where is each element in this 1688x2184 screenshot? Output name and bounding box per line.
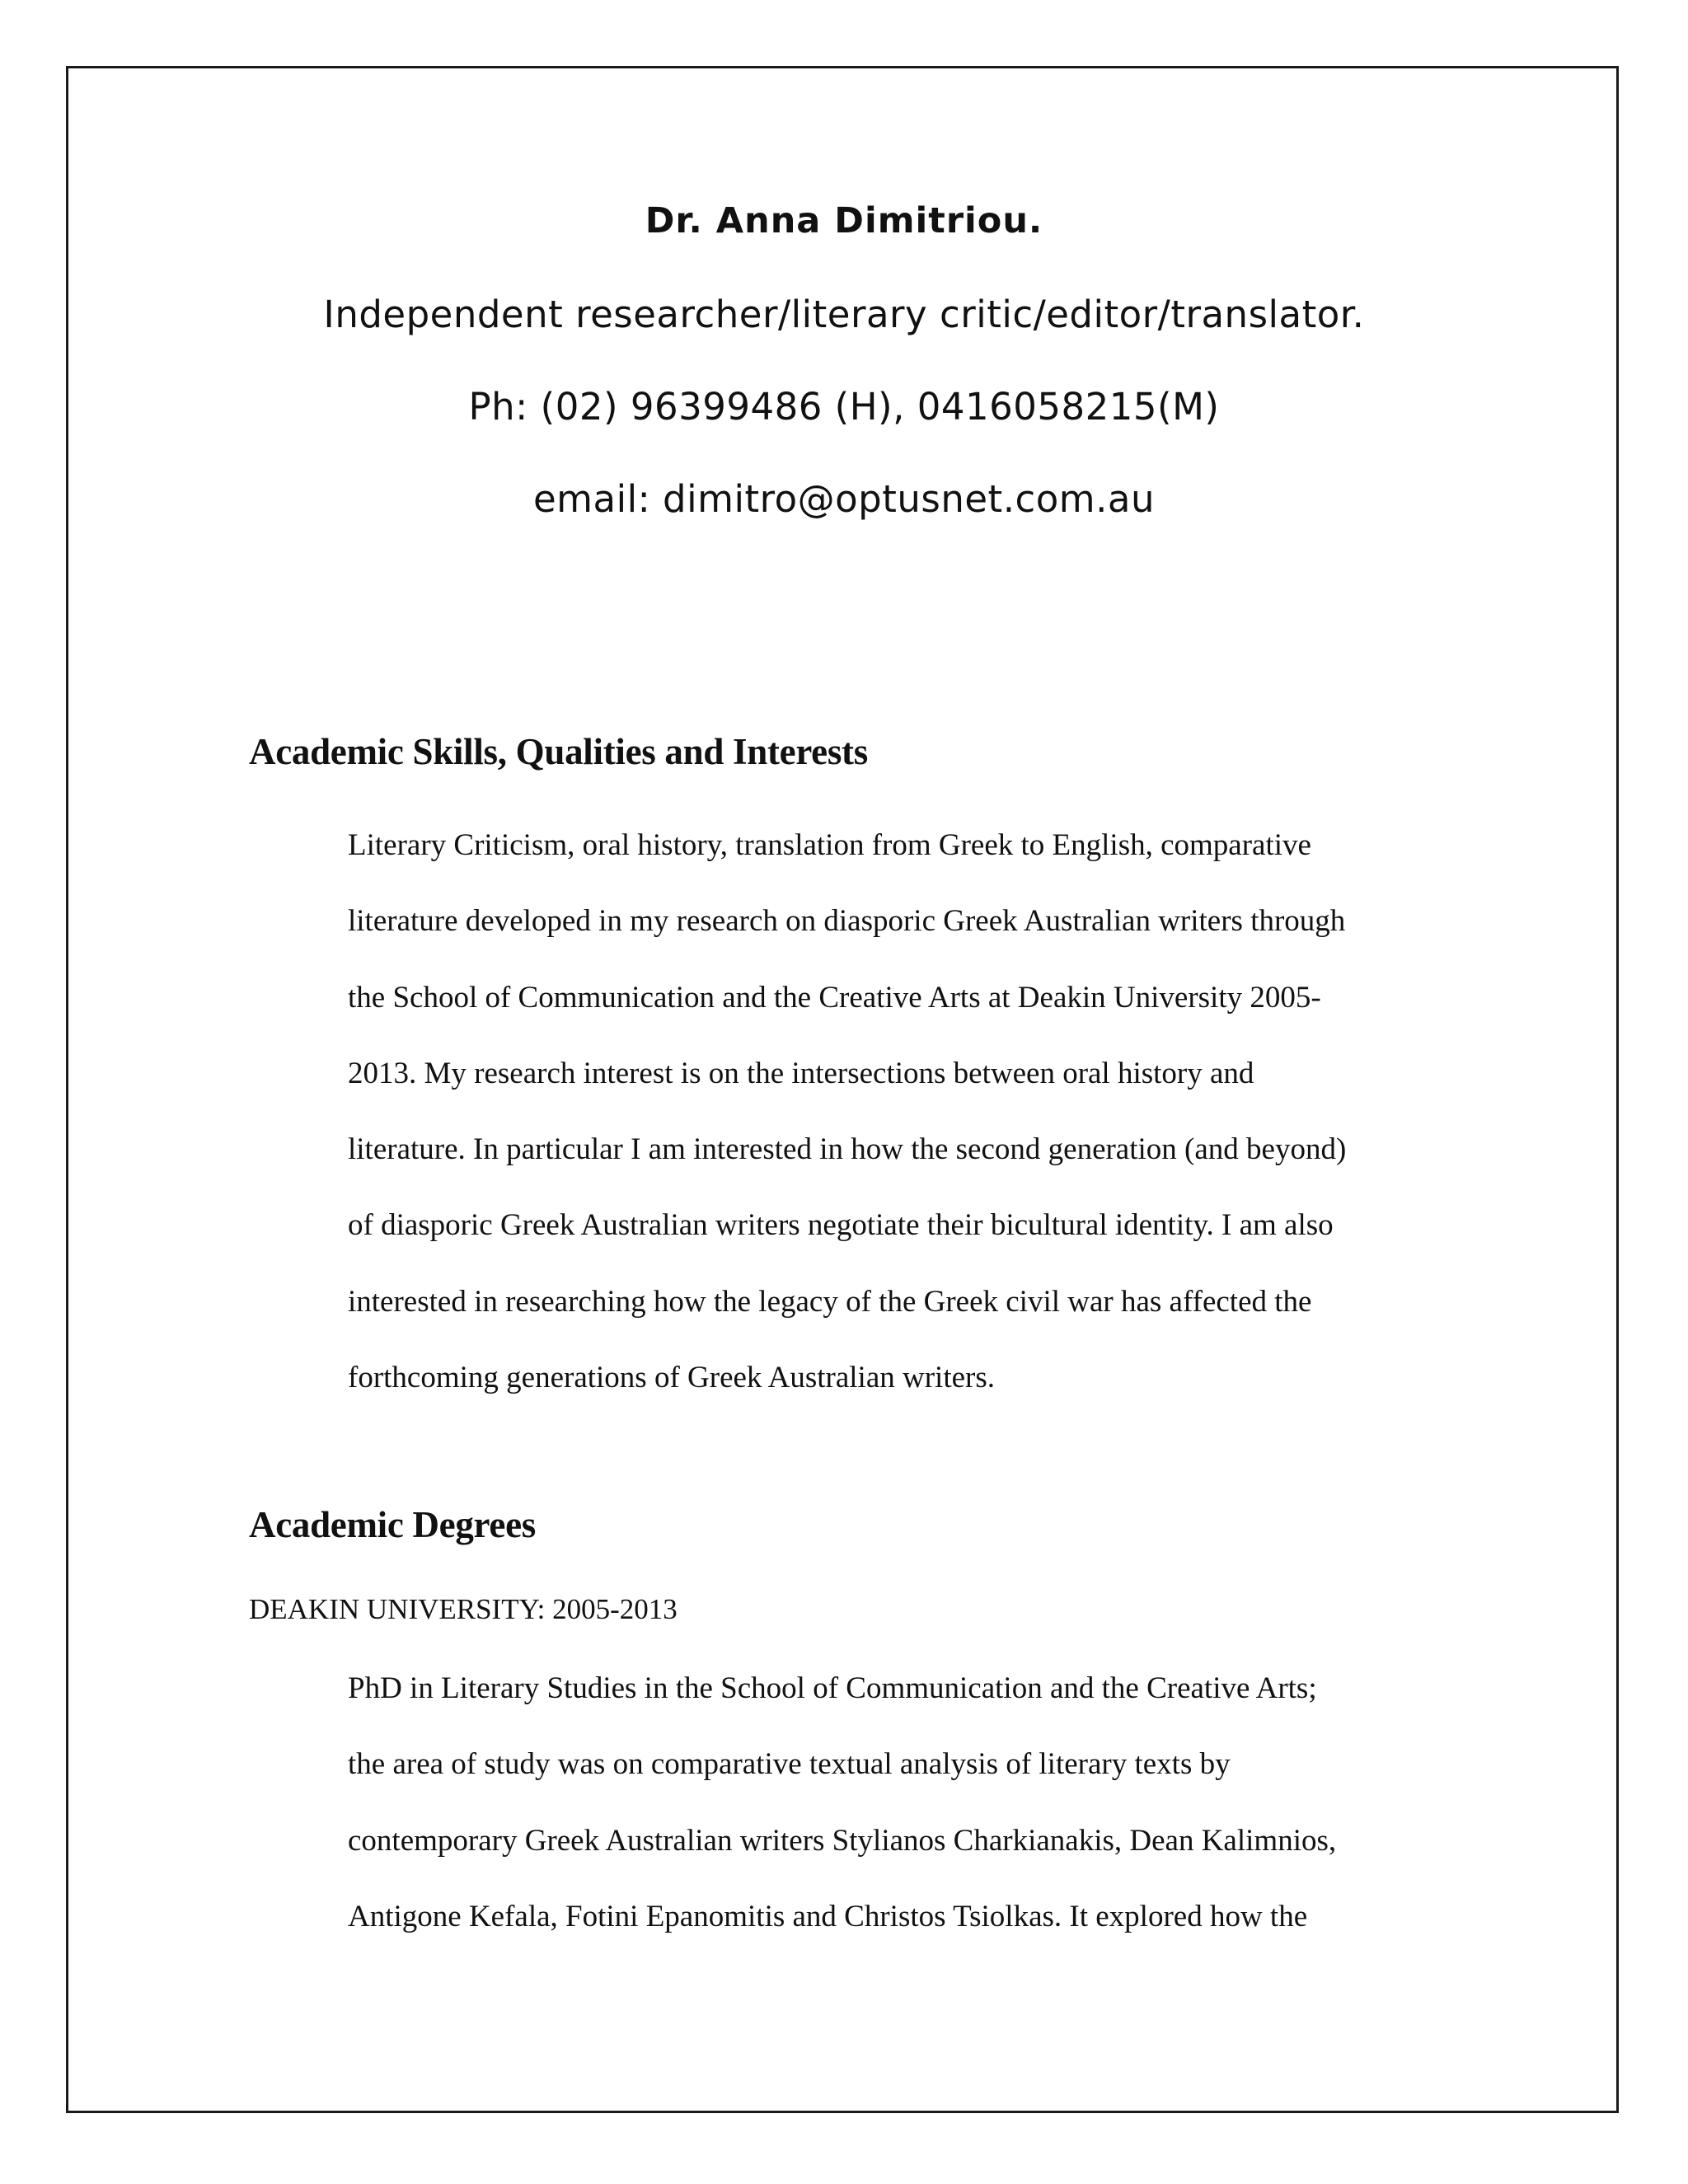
paragraph-line: of diasporic Greek Australian writers negotiate their bicultural identity. I am also <box>348 1208 1334 1243</box>
skills-paragraph <box>348 808 1436 1416</box>
section-heading-skills: Academic Skills, Qualities and Interests <box>249 731 868 772</box>
section-heading-degrees: Academic Degrees <box>249 1504 536 1545</box>
paragraph-line: Literary Criticism, oral history, translation from Greek to English, comparative <box>348 828 1311 862</box>
paragraph-line: 2013. My research interest is on the intersections between oral history and <box>348 1056 1254 1090</box>
degree-paragraph <box>348 1651 1436 1955</box>
degree-institution: DEAKIN UNIVERSITY: 2005-2013 <box>249 1593 678 1625</box>
paragraph-line: literature. In particular I am interested in how the second generation (and beyond) <box>348 1132 1347 1167</box>
contact-header <box>0 198 1688 523</box>
paragraph-line: forthcoming generations of Greek Australian writers. <box>348 1361 995 1395</box>
email-address: email: dimitro@optusnet.com.au <box>532 477 1156 521</box>
author-tagline: Independent researcher/literary critic/editor/translator. <box>323 293 1365 336</box>
paragraph-line: contemporary Greek Australian writers Stylianos Charkianakis, Dean Kalimnios, <box>348 1823 1337 1858</box>
paragraph-line: interested in researching how the legacy of the Greek civil war has affected the <box>348 1284 1312 1319</box>
author-name: Dr. Anna Dimitriou. <box>645 200 1043 241</box>
paragraph-line: the School of Communication and the Creative Arts at Deakin University 2005- <box>348 980 1321 1015</box>
phone-numbers: Ph: (02) 96399486 (H), 0416058215(M) <box>468 385 1220 429</box>
paragraph-line: literature developed in my research on diasporic Greek Australian writers through <box>348 904 1346 939</box>
paragraph-line: Antigone Kefala, Fotini Epanomitis and Christos Tsiolkas. It explored how the <box>348 1899 1308 1933</box>
paragraph-line: PhD in Literary Studies in the School of Communication and the Creative Arts; <box>348 1671 1317 1705</box>
paragraph-line: the area of study was on comparative textual analysis of literary texts by <box>348 1747 1231 1782</box>
